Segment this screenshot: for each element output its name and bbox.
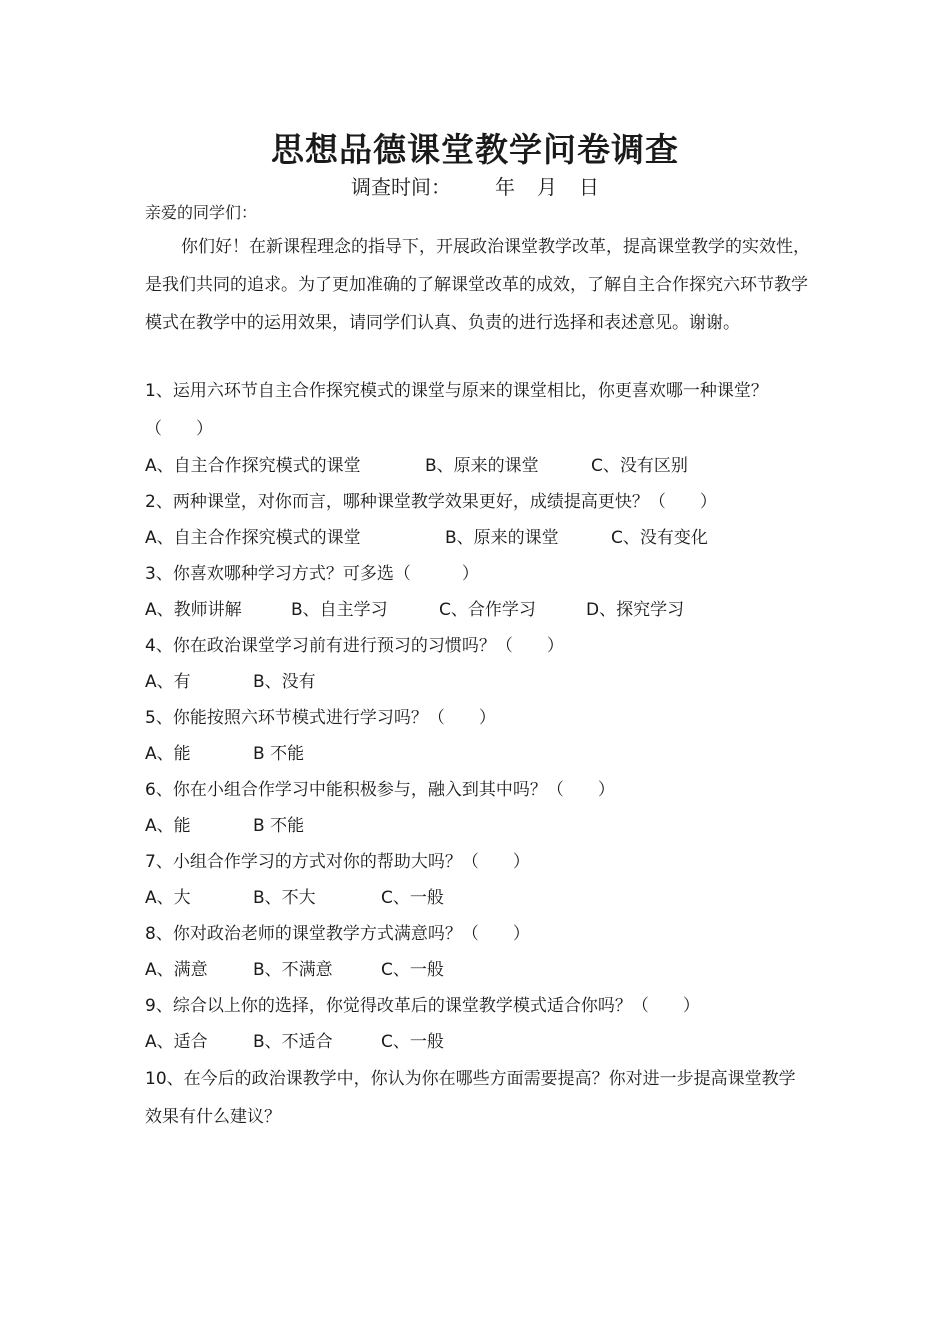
- option: B、自主学习: [291, 600, 388, 620]
- question-text: 4、你在政治课堂学习前有进行预习的习惯吗？（ ）: [145, 636, 564, 656]
- question-text: 6、你在小组合作学习中能积极参与，融入到其中吗？（ ）: [145, 780, 615, 800]
- option-row: [145, 448, 810, 484]
- question-10: [145, 1060, 810, 1136]
- option-row: [145, 520, 810, 556]
- question-6: [145, 772, 810, 844]
- option: A、自主合作探究模式的课堂: [145, 528, 361, 548]
- page-title: 思想品德课堂教学问卷调查: [271, 130, 679, 169]
- question-3: [145, 556, 810, 628]
- question-8: [145, 916, 810, 988]
- survey-date-label: 调查时间：: [351, 175, 451, 199]
- option: A、满意: [145, 960, 208, 980]
- option: C、合作学习: [439, 600, 536, 620]
- question-text: 9、综合以上你的选择，你觉得改革后的课堂教学模式适合你吗？（ ）: [145, 996, 700, 1016]
- option: A、教师讲解: [145, 600, 242, 620]
- question-5: [145, 700, 810, 772]
- question-9: [145, 988, 810, 1060]
- option: C、一般: [381, 888, 444, 908]
- question-text: 1、运用六环节自主合作探究模式的课堂与原来的课堂相比，你更喜欢哪一种课堂？（ ）: [145, 381, 768, 439]
- option: A、自主合作探究模式的课堂: [145, 456, 361, 476]
- survey-date-line: [0, 174, 950, 200]
- question-text: 5、你能按照六环节模式进行学习吗？（ ）: [145, 708, 496, 728]
- option-row: [145, 736, 810, 772]
- option: C、没有变化: [611, 528, 708, 548]
- option: B、不适合: [253, 1032, 333, 1052]
- option-row: [145, 592, 810, 628]
- question-text: 2、两种课堂，对你而言，哪种课堂教学效果更好，成绩提高更快？（ ）: [145, 492, 717, 512]
- question-1: [145, 372, 810, 484]
- option: A、大: [145, 888, 191, 908]
- day-label: 日: [579, 175, 599, 199]
- question-4: [145, 628, 810, 700]
- question-text: 7、小组合作学习的方式对你的帮助大吗？（ ）: [145, 852, 530, 872]
- month-label: 月: [537, 175, 557, 199]
- option: C、没有区别: [591, 456, 688, 476]
- option: B 不能: [253, 816, 305, 836]
- question-text: 3、你喜欢哪种学习方式？可多选（ ）: [145, 564, 479, 584]
- option: A、有: [145, 672, 191, 692]
- year-label: 年: [495, 175, 515, 199]
- question-7: [145, 844, 810, 916]
- option-row: [145, 808, 810, 844]
- option-row: [145, 952, 810, 988]
- option-row: [145, 1024, 810, 1060]
- option: B、不满意: [253, 960, 333, 980]
- option: C、一般: [381, 960, 444, 980]
- option: B 不能: [253, 744, 305, 764]
- option: B、原来的课堂: [445, 528, 559, 548]
- option: C、一般: [381, 1032, 444, 1052]
- option: A、适合: [145, 1032, 208, 1052]
- option: A、能: [145, 816, 191, 836]
- question-list: [145, 372, 810, 1136]
- question-text: 8、你对政治老师的课堂教学方式满意吗？（ ）: [145, 924, 530, 944]
- option-row: [145, 664, 810, 700]
- option-row: [145, 880, 810, 916]
- option: B、原来的课堂: [425, 456, 539, 476]
- option: D、探究学习: [586, 600, 685, 620]
- greeting: 亲爱的同学们：: [145, 203, 258, 222]
- option: B、不大: [253, 888, 316, 908]
- intro-paragraph: 你们好！在新课程理念的指导下，开展政治课堂教学改革，提高课堂教学的实效性，是我们共同的追求。为了更加准确的了解课堂改革的成效，了解自主合作探究六环节教学模式在教学中的运用效果，请同学们认真、负责的进行选择和表述意见。谢谢。: [145, 237, 810, 333]
- question-2: [145, 484, 810, 556]
- question-text: 10、在今后的政治课教学中，你认为你在哪些方面需要提高？你对进一步提高课堂教学效果有什么建议？: [145, 1069, 796, 1127]
- option: A、能: [145, 744, 191, 764]
- option: B、没有: [253, 672, 316, 692]
